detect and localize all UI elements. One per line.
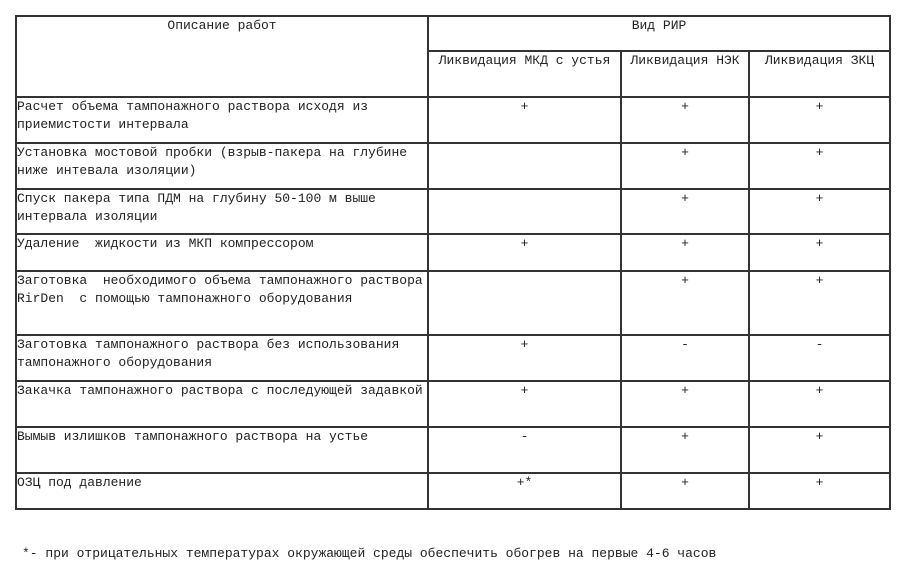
cell-zkc: + xyxy=(749,143,890,189)
table-row xyxy=(16,427,890,473)
column-group-header-rir-type: Вид РИР xyxy=(428,16,890,51)
column-header-mkd: Ликвидация МКД с устья xyxy=(428,51,621,97)
cell-zkc: + xyxy=(749,381,890,427)
cell-nek: + xyxy=(621,271,749,335)
table-row xyxy=(16,97,890,143)
cell-mkd: + xyxy=(428,381,621,427)
cell-mkd: + xyxy=(428,97,621,143)
cell-zkc: + xyxy=(749,427,890,473)
row-description: Установка мостовой пробки (взрыв-пакера на глубине ниже интевала изоляции) xyxy=(16,143,428,189)
row-description: Вымыв излишков тампонажного раствора на устье xyxy=(16,427,428,473)
row-description: Спуск пакера типа ПДМ на глубину 50-100 м выше интервала изоляции xyxy=(16,189,428,234)
cell-mkd: +* xyxy=(428,473,621,509)
table-row xyxy=(16,189,890,234)
cell-zkc: + xyxy=(749,271,890,335)
cell-zkc: - xyxy=(749,335,890,381)
column-header-nek: Ликвидация НЭК xyxy=(621,51,749,97)
table-row xyxy=(16,143,890,189)
table-row xyxy=(16,335,890,381)
cell-mkd: + xyxy=(428,335,621,381)
cell-nek: + xyxy=(621,473,749,509)
row-description: Удаление жидкости из МКП компрессором xyxy=(16,234,428,271)
table-row xyxy=(16,271,890,335)
footnote: *- при отрицательных температурах окружающей среды обеспечить обогрев на первые 4-6 часов xyxy=(22,546,717,561)
cell-mkd xyxy=(428,143,621,189)
row-description: Заготовка необходимого объема тампонажного раствора RirDen с помощью тампонажного оборудования xyxy=(16,271,428,335)
cell-zkc: + xyxy=(749,473,890,509)
cell-nek: + xyxy=(621,97,749,143)
cell-nek: + xyxy=(621,381,749,427)
cell-mkd xyxy=(428,189,621,234)
table-row xyxy=(16,473,890,509)
cell-nek: + xyxy=(621,234,749,271)
cell-mkd: - xyxy=(428,427,621,473)
works-table xyxy=(15,15,891,510)
column-header-description: Описание работ xyxy=(16,16,428,97)
table-row xyxy=(16,234,890,271)
row-description: Закачка тампонажного раствора с последующей задавкой xyxy=(16,381,428,427)
table-row xyxy=(16,381,890,427)
cell-mkd: + xyxy=(428,234,621,271)
cell-nek: + xyxy=(621,143,749,189)
cell-zkc: + xyxy=(749,189,890,234)
cell-zkc: + xyxy=(749,234,890,271)
column-header-zkc: Ликвидация ЗКЦ xyxy=(749,51,890,97)
header-row-top xyxy=(16,16,890,51)
cell-nek: - xyxy=(621,335,749,381)
cell-zkc: + xyxy=(749,97,890,143)
row-description: Расчет объема тампонажного раствора исходя из приемистости интервала xyxy=(16,97,428,143)
cell-nek: + xyxy=(621,189,749,234)
row-description: Заготовка тампонажного раствора без использования тампонажного оборудования xyxy=(16,335,428,381)
cell-nek: + xyxy=(621,427,749,473)
cell-mkd xyxy=(428,271,621,335)
row-description: ОЗЦ под давление xyxy=(16,473,428,509)
